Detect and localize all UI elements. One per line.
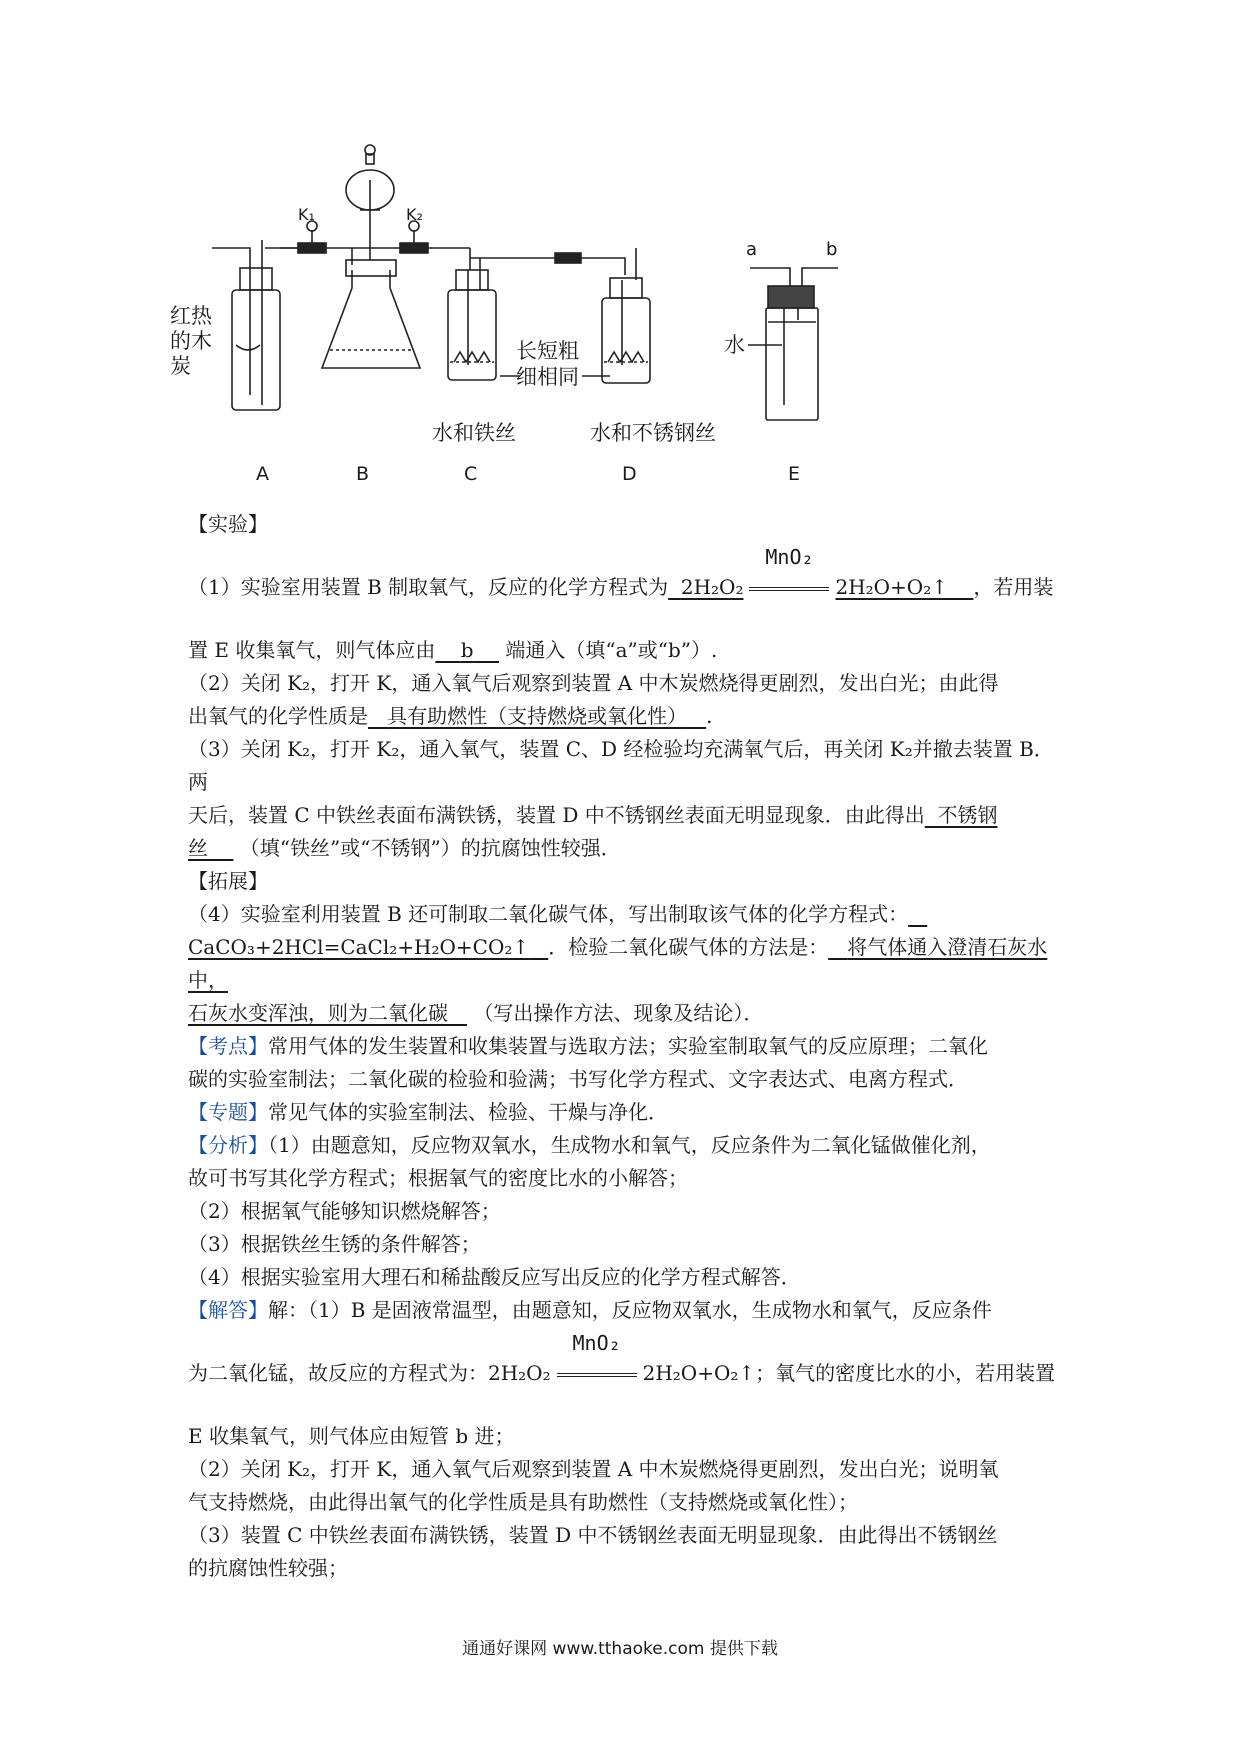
jieda-2b: 气支持燃烧，由此得出氧气的化学性质是具有助燃性（支持燃烧或氧化性）； — [188, 1490, 858, 1514]
apparatus-label-e: E — [788, 463, 801, 485]
label-d: 水和不锈钢丝 — [590, 421, 716, 445]
q4-answer-method-part2: 石灰水变浑浊，则为二氧化碳 — [188, 1001, 448, 1025]
q4-line1: （4）实验室利用装置 B 还可制取二氧化碳气体，写出制取该气体的化学方程式： — [188, 902, 909, 926]
label-c: 水和铁丝 — [432, 421, 516, 445]
q4-line3: 石灰水变浑浊，则为二氧化碳 （写出操作方法、现象及结论）． — [188, 1001, 764, 1025]
fenxi-line2: 故可书写其化学方程式；根据氧气的密度比水的小解答； — [188, 1166, 688, 1190]
q3-answer-part2: 丝 — [188, 836, 208, 860]
jieda-3b: 的抗腐蚀性较强； — [188, 1556, 348, 1580]
fenxi-3: （3）根据铁丝生锈的条件解答； — [188, 1232, 481, 1256]
q3-answer-part1: 不锈钢 — [937, 803, 998, 827]
valve-k1-label: K₁ — [298, 205, 315, 224]
apparatus-a — [212, 240, 300, 410]
label-e-water: 水 — [724, 333, 745, 357]
q3-line1: （3）关闭 K₂，打开 K₂，通入氧气，装置 C、D 经检验均充满氧气后，再关闭 K₂并撤去装置 B．两 — [188, 737, 1054, 794]
label-cd-line2: 细相同 — [516, 365, 579, 389]
jieda-line1: 【解答】解：（1）B 是固液常温型，由题意知，反应物双氧水，生成物水和氧气，反应条件 — [188, 1298, 992, 1322]
heading-experiment: 【实验】 — [188, 512, 268, 536]
q1-answer-port: b — [460, 638, 474, 662]
q3-line2: 天后，装置 C 中铁丝表面布满铁锈，装置 D 中不锈钢丝表面无明显现象．由此得出 不锈钢 — [188, 803, 998, 827]
label-e-b: b — [826, 239, 838, 260]
kaodian-line1: 【考点】常用气体的发生装置和收集装置与选取方法；实验室制取氧气的反应原理；二氧化 — [188, 1034, 988, 1058]
fenxi-line1: 【分析】（1）由题意知，反应物双氧水，生成物水和氧气，反应条件为二氧化锰做催化剂， — [188, 1133, 991, 1157]
q2-answer: 具有助燃性（支持燃烧或氧化性） — [387, 704, 688, 728]
tag-fenxi: 【分析】 — [188, 1133, 268, 1157]
q2-line2: 出氧气的化学性质是 具有助燃性（支持燃烧或氧化性） . — [188, 704, 713, 728]
label-a-line1: 红热 — [170, 304, 212, 328]
label-e-a: a — [746, 239, 758, 260]
q4-answer-method-part1: 将气体通入澄清石灰水中， — [188, 935, 1048, 992]
apparatus-c — [448, 248, 515, 380]
valve-k2-label: K₂ — [406, 205, 423, 224]
jieda-line3: E 收集氧气，则气体应由短管 b 进； — [188, 1424, 515, 1448]
q3-line3: 丝 （填“铁丝”或“不锈钢”）的抗腐蚀性较强． — [188, 836, 621, 860]
q4-answer-equation: CaCO₃+2HCl=CaCl₂+H₂O+CO₂↑ — [188, 935, 530, 959]
apparatus-d — [602, 248, 650, 383]
tag-zhuanti: 【专题】 — [188, 1100, 268, 1124]
fenxi-2: （2）根据氧气能够知识燃烧解答； — [188, 1199, 501, 1223]
q2-line1: （2）关闭 K₂，打开 K，通入氧气后观察到装置 A 中木炭燃烧得更剧烈，发出白光；由此得 — [188, 671, 999, 695]
tag-kaodian: 【考点】 — [188, 1034, 268, 1058]
q1-answer-equation: 2H₂O₂ MnO₂ 2H₂O+O₂↑ — [668, 575, 973, 599]
heading-extend: 【拓展】 — [188, 869, 268, 893]
label-a-line3: 炭 — [170, 354, 191, 378]
apparatus-label-c: C — [464, 463, 478, 485]
q1-line2: 置 E 收集氧气，则气体应由 b 端通入（填“a”或“b”）. — [188, 638, 718, 662]
footer-watermark: 通通好课网 www.tthaoke.com 提供下载 — [462, 1639, 778, 1659]
apparatus-label-a: A — [256, 463, 269, 485]
catalyst-arrow-2: MnO₂ — [557, 1357, 637, 1390]
tag-jieda: 【解答】 — [188, 1298, 268, 1322]
zhuanti-line: 【专题】常见气体的实验室制法、检验、干燥与净化． — [188, 1100, 668, 1124]
q4-line2: CaCO₃+2HCl=CaCl₂+H₂O+CO₂↑ ．检验二氧化碳气体的方法是： 将气体通入澄清石灰水中， — [188, 935, 1048, 992]
apparatus-e — [748, 268, 838, 420]
document-body — [188, 508, 1068, 1585]
fenxi-4: （4）根据实验室用大理石和稀盐酸反应写出反应的化学方程式解答． — [188, 1265, 801, 1289]
apparatus-label-b: B — [356, 463, 370, 485]
kaodian-line2: 碳的实验室制法；二氧化碳的检验和验满；书写化学方程式、文字表达式、电离方程式． — [188, 1067, 968, 1091]
q1-line1: （1）实验室用装置 B 制取氧气，反应的化学方程式为 2H₂O₂ MnO₂ 2H₂O+O₂↑ ，若用装 — [188, 571, 1068, 604]
apparatus-diagram — [170, 140, 1070, 510]
catalyst-arrow: MnO₂ — [749, 571, 829, 604]
label-a-line2: 的木 — [170, 329, 212, 353]
jieda-line2: 为二氧化锰，故反应的方程式为：2H₂O₂ MnO₂ 2H₂O+O₂↑；氧气的密度比水的小，若用装置 — [188, 1357, 1068, 1390]
jieda-2a: （2）关闭 K₂，打开 K，通入氧气后观察到装置 A 中木炭燃烧得更剧烈，发出白光；说明氧 — [188, 1457, 999, 1481]
label-cd-line1: 长短粗 — [516, 339, 579, 363]
apparatus-label-d: D — [622, 463, 637, 485]
jieda-3a: （3）装置 C 中铁丝表面布满铁锈，装置 D 中不锈钢丝表面无明显现象．由此得出不锈钢丝 — [188, 1523, 998, 1547]
